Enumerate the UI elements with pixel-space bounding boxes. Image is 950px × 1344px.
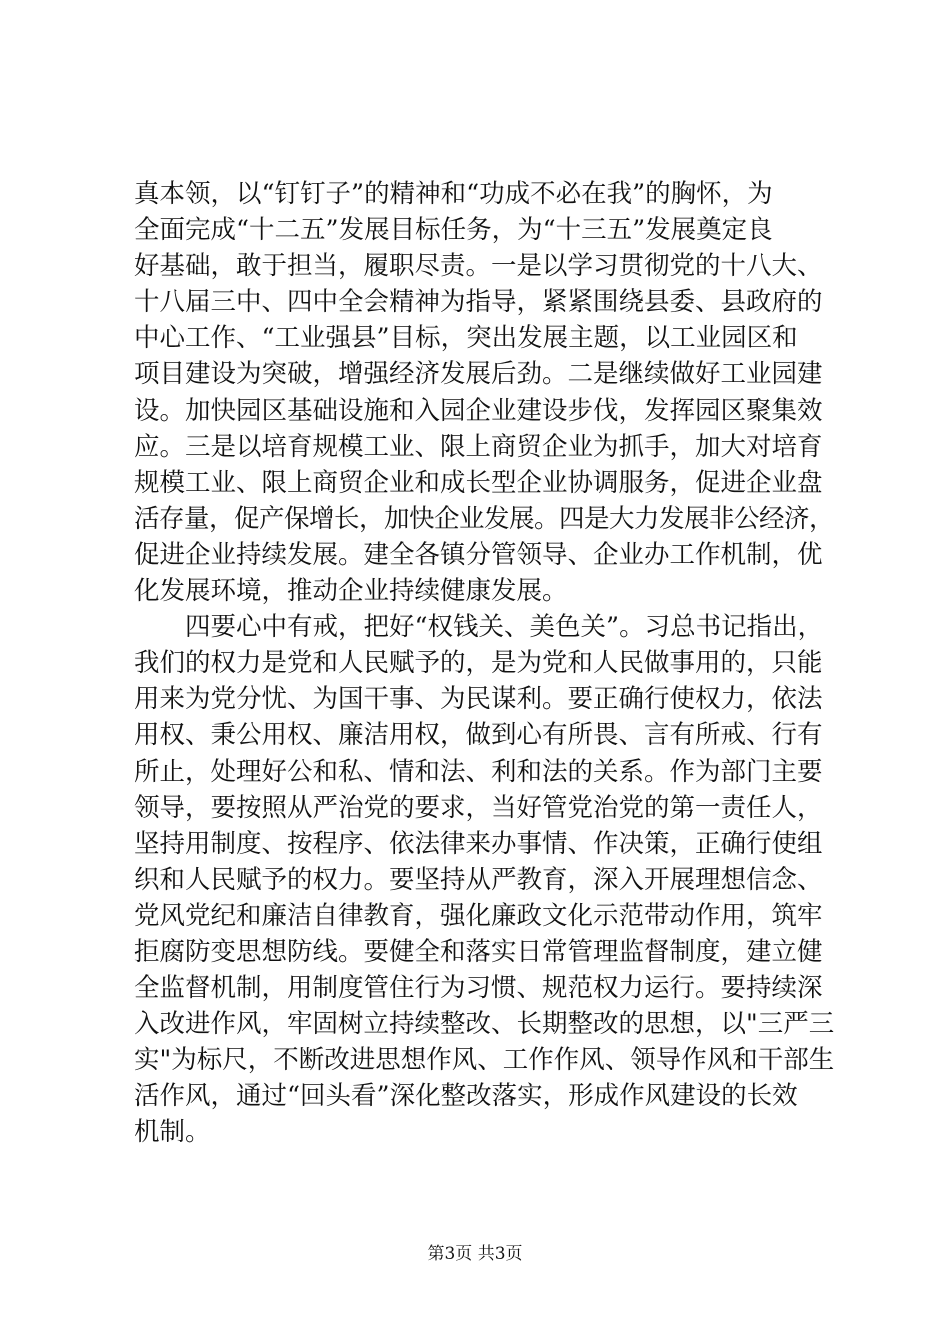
text-line: 全监督机制，用制度管住行为习惯、规范权力运行。要持续深: [134, 973, 823, 1004]
text-line: 化发展环境，推动企业持续健康发展。: [134, 576, 568, 607]
text-line: 织和人民赋予的权力。要坚持从严教育，深入开展理想信念、: [134, 864, 823, 895]
text-line: 规模工业、限上商贸企业和成长型企业协调服务，促进企业盘: [134, 467, 823, 498]
text-line: 真本领，以“钉钉子”的精神和“功成不必在我”的胸怀，为: [134, 179, 773, 209]
text-line: 拒腐防变思想防线。要健全和落实日常管理监督制度，建立健: [134, 936, 823, 967]
text-line: 机制。: [134, 1117, 211, 1148]
text-line: 设。加快园区基础设施和入园企业建设步伐，发挥园区聚集效: [134, 395, 823, 426]
text-line: 领导，要按照从严治党的要求，当好管党治党的第一责任人，: [134, 792, 823, 823]
text-line: 坚持用制度、按程序、依法律来办事情、作决策，正确行使组: [134, 828, 823, 859]
text-line: 促进企业持续发展。建全各镇分管领导、企业办工作机制，优: [134, 539, 823, 570]
text-line: 入改进作风，牢固树立持续整改、长期整改的思想，以"三严三: [134, 1009, 835, 1040]
text-line: 所止，处理好公和私、情和法、利和法的关系。作为部门主要: [134, 756, 823, 787]
text-line: 中心工作、“工业强县”目标，突出发展主题，以工业园区和: [134, 323, 798, 354]
text-line: 用来为党分忧、为国干事、为民谋利。要正确行使权力，依法: [134, 684, 823, 715]
text-line: 四要心中有戒，把好“权钱关、美色关”。习总书记指出，: [134, 612, 824, 643]
text-line: 十八届三中、四中全会精神为指导，紧紧围绕县委、县政府的: [134, 287, 823, 318]
text-line: 应。三是以培育规模工业、限上商贸企业为抓手，加大对培育: [134, 431, 823, 462]
text-line: 用权、秉公用权、廉洁用权，做到心有所畏、言有所戒、行有: [134, 720, 823, 751]
text-line: 项目建设为突破，增强经济发展后劲。二是继续做好工业园建: [134, 359, 823, 390]
text-line: 我们的权力是党和人民赋予的，是为党和人民做事用的，只能: [134, 648, 823, 679]
text-line: 全面完成“十二五”发展目标任务，为“十三五”发展奠定良: [134, 215, 773, 246]
text-line: 好基础，敢于担当，履职尽责。一是以学习贯彻党的十八大、: [134, 251, 823, 282]
body-text: [134, 176, 834, 1151]
text-line: 党风党纪和廉洁自律教育，强化廉政文化示范带动作用，筑牢: [134, 900, 823, 931]
text-line: 活作风，通过“回头看”深化整改落实，形成作风建设的长效: [134, 1081, 798, 1112]
page-number-footer: 第3页 共3页: [427, 1244, 523, 1264]
text-line: 实"为标尺，不断改进思想作风、工作作风、领导作风和干部生: [134, 1045, 835, 1076]
text-line: 活存量，促产保增长，加快企业发展。四是大力发展非公经济，: [134, 503, 835, 534]
